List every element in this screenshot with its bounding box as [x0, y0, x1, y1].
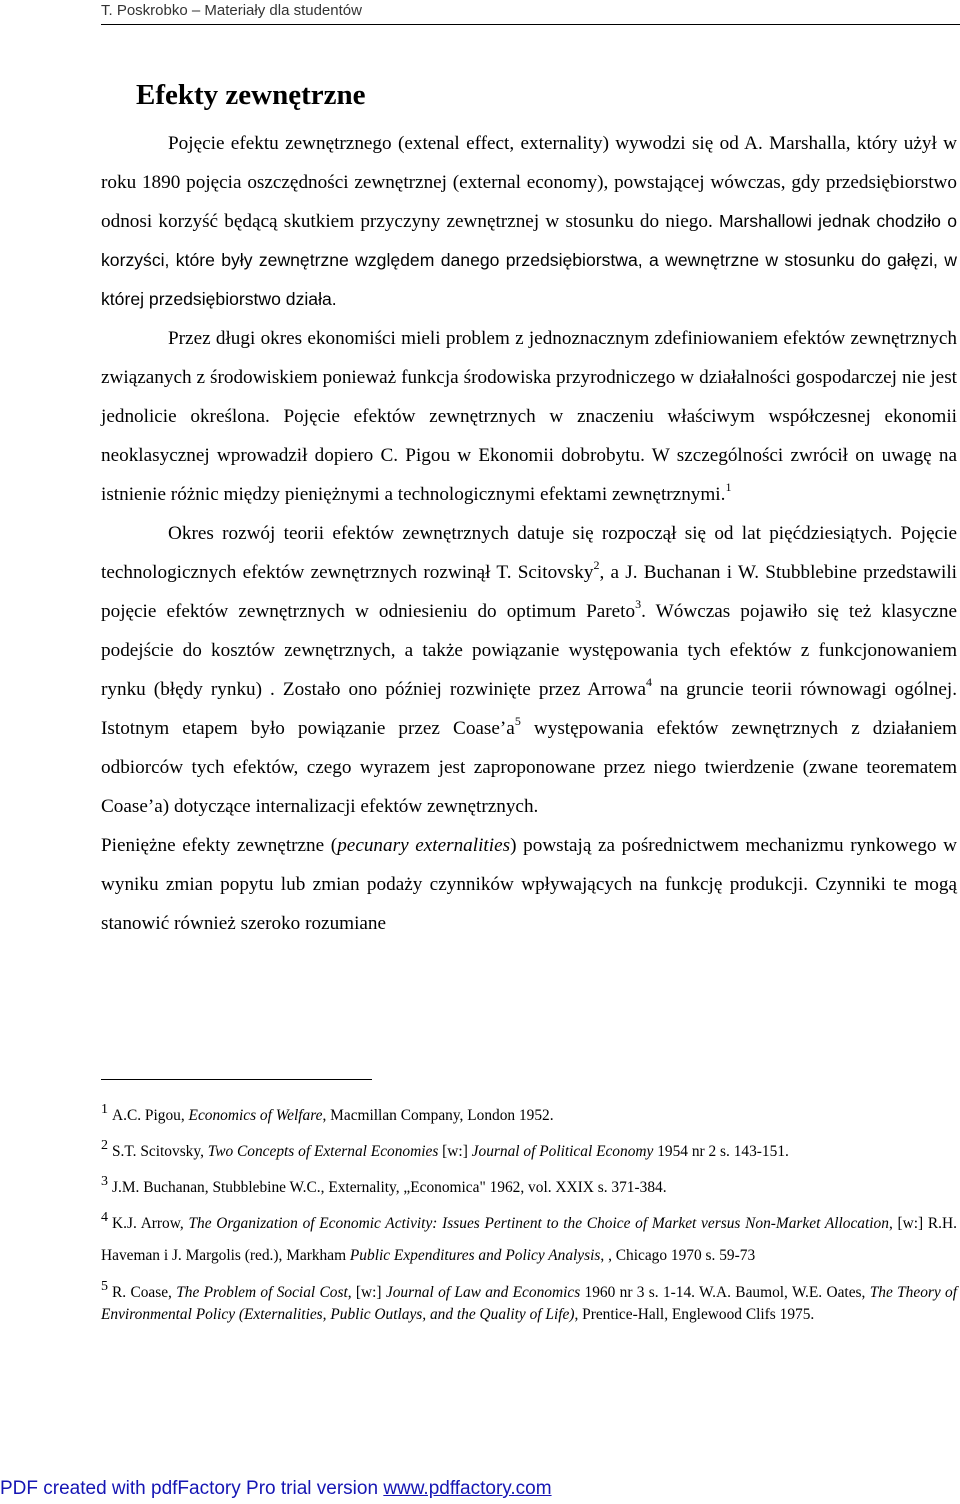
- footnote-book: The Theory of Environmental Policy (Externalities, Public Outlays, and the Quality of Life): [101, 1284, 958, 1323]
- paragraph-3-text-a: Okres rozwój teorii efektów zewnętrznych datuje się rozpoczął się od lat pięćdziesiątych. Pojęcie technologicznych efektów zewnętrznych rozwinął T. Scitovsky: [101, 523, 957, 583]
- footnote-number: 5: [101, 1279, 108, 1294]
- footnote-text: , Prentice-Hall, Englewood Clifs 1975.: [574, 1306, 815, 1323]
- paragraph-1-text: Pojęcie efektu zewnętrznego (extenal effect, externality) wywodzi się od A. Marshalla, który użył w roku 1890 pojęcia oszczędności zewnętrznej (external economy), powstającej wówczas, gdy przedsiębiorstwo odnosi korzyść będącą skutkiem przyczyny zewnętrznej w stosunku do niego.: [101, 133, 957, 232]
- footnote-number: 4: [101, 1210, 108, 1225]
- footnote-text: K.J. Arrow,: [112, 1215, 189, 1232]
- footnote-1: [101, 1100, 957, 1132]
- footnote-ref-3[interactable]: 3: [635, 597, 642, 611]
- header-text: T. Poskrobko – Materiały dla studentów: [101, 2, 362, 19]
- page-header: [101, 0, 960, 25]
- paragraph-3-text-d: na gruncie teorii równowagi ogólnej. Istotnym etapem było powiązanie przez Coase’a: [101, 679, 957, 739]
- footnote-text: , Macmillan Company, London 1952.: [322, 1107, 554, 1124]
- footnote-ref-4[interactable]: 4: [645, 675, 652, 689]
- footnote-4: [101, 1208, 957, 1272]
- paragraph-3-text-e: występowania efektów zewnętrznych z działaniem odbiorców tych efektów, czego wyrazem jest zaproponowane przez niego twierdzenie (zwane teorematem Coase’a) dotyczące internalizacji efektów zewnętrznych.: [101, 718, 957, 817]
- footnote-3: [101, 1172, 957, 1204]
- paragraph-4-text-a: Pieniężne efekty zewnętrzne (: [101, 835, 338, 856]
- footnote-text: A.C. Pigou,: [112, 1107, 189, 1124]
- paragraph-3: [101, 514, 957, 826]
- footnote-text: J.M. Buchanan, Stubblebine W.C., Externality, „Economica" 1962, vol. XXIX s. 371-384.: [112, 1179, 667, 1196]
- footnote-2: [101, 1136, 957, 1168]
- footnote-ref-1[interactable]: 1: [725, 480, 732, 494]
- footnote-5: [101, 1279, 958, 1326]
- paragraph-1: [101, 124, 957, 319]
- footnote-text: , [w:] R.H. Haveman i J. Margolis (red.), Markham: [101, 1215, 957, 1264]
- paragraph-2-text: Przez długi okres ekonomiści mieli problem z jednoznacznym zdefiniowaniem efektów zewnętrznych związanych z środowiskiem ponieważ funkcja środowiska przyrodniczego w działalności gospodarczej nie jest jednolicie określona. Pojęcie efektów zewnętrznych w znaczeniu właściwym współczesnej ekonomii neoklasycznej wprowadził dopiero C. Pigou w Ekonomii dobrobytu. W szczególności zwrócił on uwagę na istnienie różnic między pieniężnymi a technologicznymi efektami zewnętrznymi.: [101, 328, 957, 505]
- footnote-number: 1: [101, 1102, 108, 1117]
- footnote-separator: [101, 1079, 372, 1080]
- footnote-number: 2: [101, 1138, 108, 1153]
- pdf-watermark-footer: [0, 1474, 960, 1504]
- footer-text: PDF created with pdfFactory Pro trial version: [0, 1478, 384, 1499]
- page-title: Efekty zewnętrzne: [136, 79, 366, 111]
- footnote-ref-2[interactable]: 2: [593, 558, 600, 572]
- footnote-text: 1960 nr 3 s. 1-14. W.A. Baumol, W.E. Oates,: [580, 1284, 870, 1301]
- footnote-journal: Journal of Political Economy: [471, 1143, 654, 1160]
- footnotes: [101, 1100, 957, 1326]
- paragraph-4-italic: pecunary externalities: [337, 835, 511, 856]
- footnote-text: R. Coase,: [112, 1284, 177, 1301]
- paragraph-1-sans-text: Marshallowi jednak chodziło o korzyści, które były zewnętrzne względem danego przedsiębiorstwa, a wewnętrzne w stosunku do gałęzi, w której przedsiębiorstwo działa.: [101, 211, 957, 309]
- footnote-book: Public Expenditures and Policy Analysis: [349, 1247, 601, 1264]
- footnote-title: The Organization of Economic Activity: Issues Pertinent to the Choice of Market versus Non-Market Allocation: [188, 1215, 889, 1232]
- footnote-text: S.T. Scitovsky,: [112, 1143, 208, 1160]
- footnote-text: , , Chicago 1970 s. 59-73: [600, 1247, 756, 1264]
- footnote-title: Economics of Welfare: [188, 1107, 323, 1124]
- footnote-number: 3: [101, 1174, 108, 1189]
- paragraph-3-text-c: . Wówczas pojawiło się też klasyczne podejście do kosztów zewnętrznych, a także powiązanie występowania tych efektów z funkcjonowaniem rynku (błędy rynku) . Zostało ono później rozwinięte przez Arrowa: [101, 601, 958, 700]
- footnote-title: The Problem of Social Cost: [176, 1284, 348, 1301]
- footnote-text: 1954 nr 2 s. 143-151.: [653, 1143, 789, 1160]
- pdffactory-link[interactable]: www.pdffactory.com: [383, 1478, 552, 1499]
- footnote-title: Two Concepts of External Economies: [207, 1143, 439, 1160]
- paragraph-3-text-b: , a J. Buchanan i W. Stubblebine przedstawili pojęcie efektów zewnętrznych w odniesieniu do optimum Pareto: [101, 562, 957, 622]
- footnote-text: [w:]: [438, 1143, 472, 1160]
- footnote-ref-5[interactable]: 5: [514, 714, 521, 728]
- paragraph-4: [101, 826, 957, 943]
- paragraph-2: [101, 319, 957, 514]
- document-body: [101, 124, 957, 943]
- footnote-journal: Journal of Law and Economics: [385, 1284, 581, 1301]
- paragraph-4-text-b: ) powstają za pośrednictwem mechanizmu rynkowego w wyniku zmian popytu lub zmian podaży czynników wpływających na funkcję produkcji. Czynniki te mogą stanowić również szeroko rozumiane: [101, 835, 958, 934]
- footnote-text: , [w:]: [347, 1284, 386, 1301]
